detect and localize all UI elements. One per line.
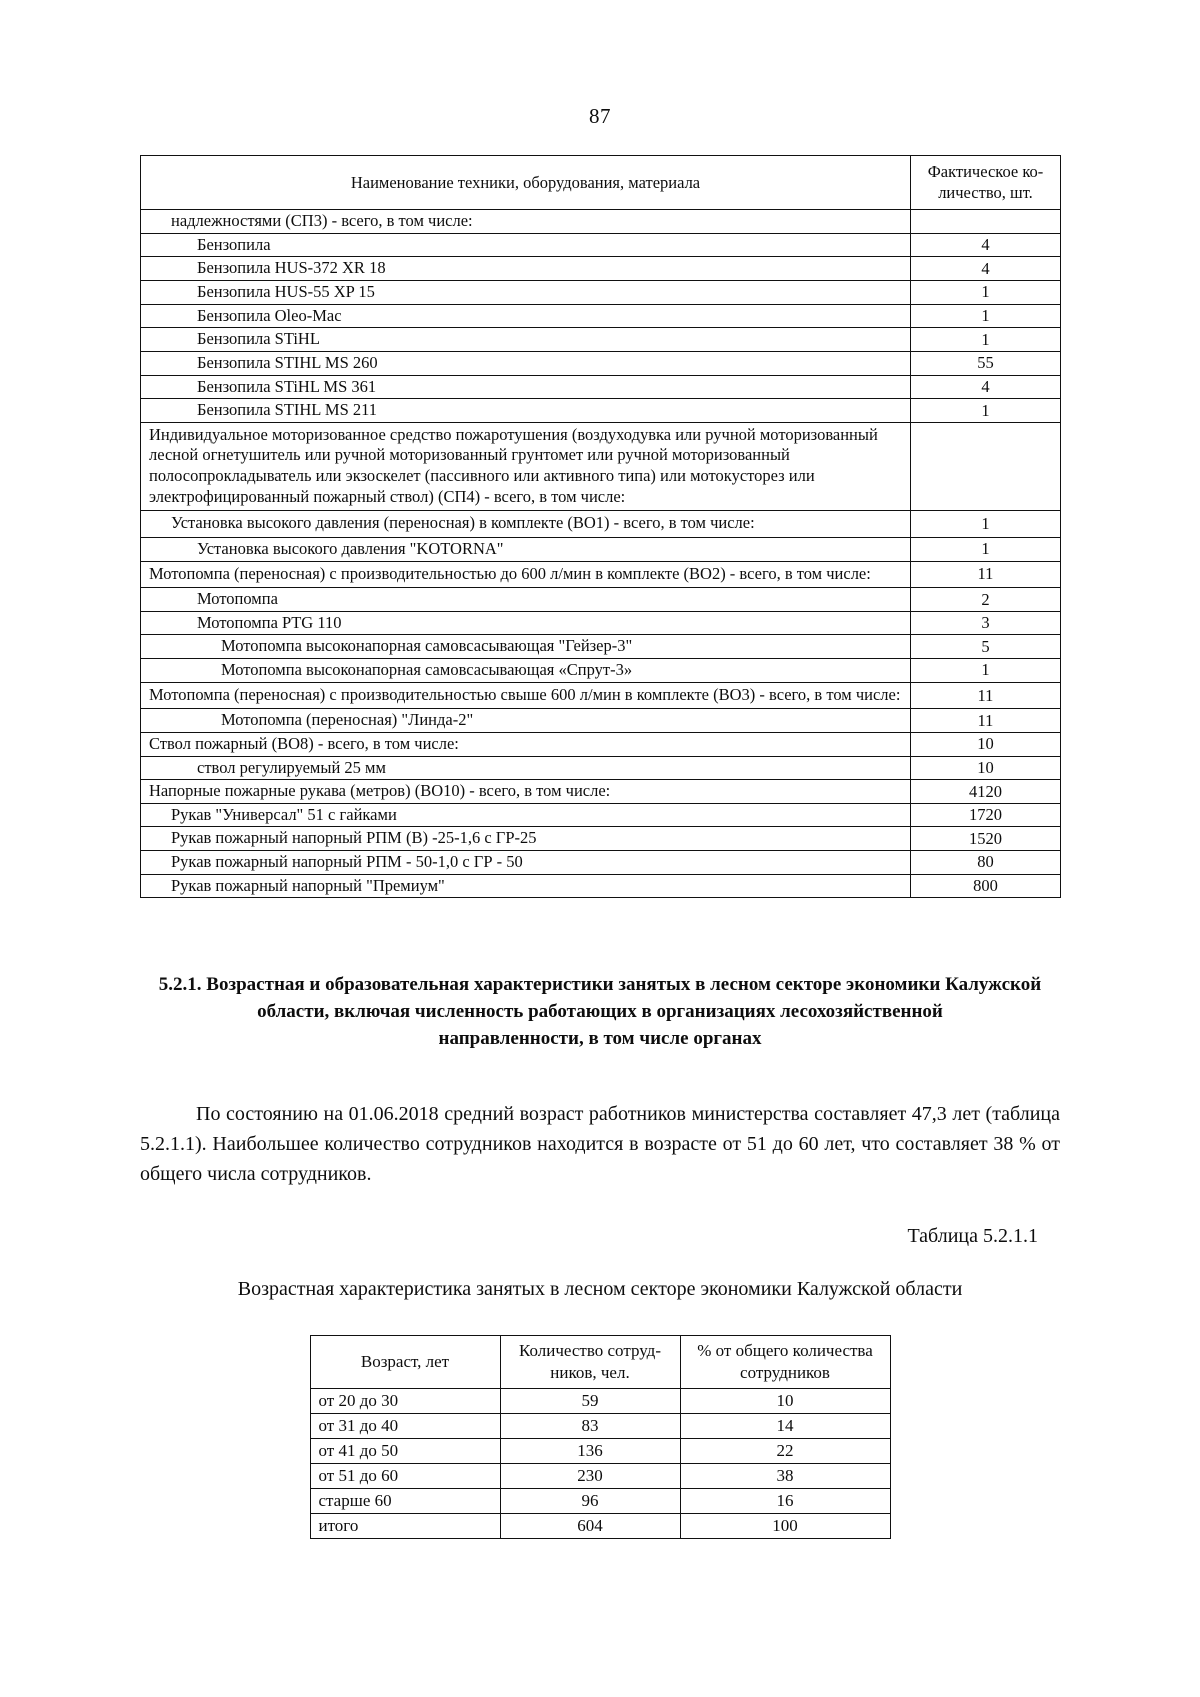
table-row [141, 422, 1061, 511]
age-table-wrapper [140, 1335, 1060, 1539]
table-caption: Возрастная характеристика занятых в лесном секторе экономики Калужской области [237, 1278, 963, 1301]
age-cell: от 20 до 30 [310, 1388, 500, 1413]
equipment-name-cell: Рукав "Универсал" 51 с гайками [141, 803, 911, 827]
equipment-quantity-cell: 4 [911, 233, 1061, 257]
count-cell: 136 [500, 1438, 680, 1463]
equipment-quantity-cell: 1 [911, 281, 1061, 305]
equipment-quantity-cell [911, 210, 1061, 234]
percent-cell: 22 [680, 1438, 890, 1463]
age-column-header-count: Количество сотруд-ников, чел. [500, 1336, 680, 1389]
count-cell: 230 [500, 1463, 680, 1488]
age-cell: от 31 до 40 [310, 1413, 500, 1438]
equipment-name-cell: Напорные пожарные рукава (метров) (ВО10) - всего, в том числе: [141, 780, 911, 804]
equipment-quantity-cell: 10 [911, 732, 1061, 756]
table-row [141, 588, 1061, 612]
equipment-name-cell: Бензопила HUS-372 XR 18 [141, 257, 911, 281]
table-row [141, 780, 1061, 804]
equipment-name-cell: Мотопомпа (переносная) "Линда-2" [141, 709, 911, 733]
count-cell: 83 [500, 1413, 680, 1438]
equipment-name-cell: Индивидуальное моторизованное средство пожаротушения (воздуходувка или ручной моторизованный лесной огнетушитель или ручной моторизованный грунтомет или ручной моторизованный полосопрокладыватель или экзоскелет (пассивного или активного типа) или мотокусторез или электрофицированный пожарный ствол) (СП4) - всего, в том числе: [141, 422, 911, 511]
table-row [141, 827, 1061, 851]
age-table-body [310, 1388, 890, 1538]
table-row [141, 561, 1061, 588]
equipment-name-cell: Мотопомпа PTG 110 [141, 611, 911, 635]
equipment-quantity-cell: 1 [911, 511, 1061, 538]
equipment-name-cell: Бензопила HUS-55 XP 15 [141, 281, 911, 305]
section-heading [140, 972, 1060, 1053]
age-column-header-percent: % от общего количества сотрудников [680, 1336, 890, 1389]
age-column-header-age: Возраст, лет [310, 1336, 500, 1389]
table-row [141, 281, 1061, 305]
equipment-quantity-cell: 4 [911, 257, 1061, 281]
percent-cell: 100 [680, 1513, 890, 1538]
equipment-name-cell: Бензопила STIHL MS 211 [141, 399, 911, 423]
age-table-row [310, 1388, 890, 1413]
equipment-name-cell: Рукав пожарный напорный РПМ (В) -25-1,6 с ГР-25 [141, 827, 911, 851]
equipment-name-cell: Ствол пожарный (ВО8) - всего, в том числе: [141, 732, 911, 756]
equipment-quantity-cell: 1 [911, 304, 1061, 328]
section-heading-line3: направленности, в том числе органах [438, 1028, 762, 1050]
table-row [141, 375, 1061, 399]
equipment-name-cell: Бензопила [141, 233, 911, 257]
table-row [141, 732, 1061, 756]
age-table-row [310, 1463, 890, 1488]
table-row [141, 233, 1061, 257]
equipment-quantity-cell: 800 [911, 874, 1061, 898]
age-table-row [310, 1513, 890, 1538]
section-heading-line2: области, включая численность работающих в организациях лесохозяйственной [257, 1001, 943, 1023]
count-cell: 96 [500, 1488, 680, 1513]
equipment-quantity-cell: 3 [911, 611, 1061, 635]
age-cell: старше 60 [310, 1488, 500, 1513]
equipment-name-cell: Мотопомпа (переносная) с производительностью до 600 л/мин в комплекте (ВО2) - всего, в том числе: [141, 561, 911, 588]
percent-cell: 14 [680, 1413, 890, 1438]
age-cell: от 41 до 50 [310, 1438, 500, 1463]
section-heading-line1: 5.2.1. Возрастная и образовательная характеристики занятых в лесном секторе экономики Калужской [158, 974, 1042, 996]
count-cell: 59 [500, 1388, 680, 1413]
table-row [141, 304, 1061, 328]
equipment-name-cell: Бензопила STiHL [141, 328, 911, 352]
equipment-quantity-cell: 1 [911, 537, 1061, 561]
table-row [141, 537, 1061, 561]
percent-cell: 38 [680, 1463, 890, 1488]
table-row [141, 635, 1061, 659]
percent-cell: 16 [680, 1488, 890, 1513]
age-table-row [310, 1413, 890, 1438]
column-header-quantity: Фактическое ко-личество, шт. [911, 156, 1061, 210]
equipment-name-cell: Бензопила STiHL MS 361 [141, 375, 911, 399]
table-row [141, 257, 1061, 281]
table-header-row [141, 156, 1061, 210]
table-row [141, 851, 1061, 875]
table-row [141, 682, 1061, 709]
equipment-name-cell: Мотопомпа высоконапорная самовсасывающая "Гейзер-3" [141, 635, 911, 659]
age-table-row [310, 1438, 890, 1463]
table-row [141, 511, 1061, 538]
count-cell: 604 [500, 1513, 680, 1538]
equipment-quantity-cell: 1720 [911, 803, 1061, 827]
equipment-quantity-cell: 4120 [911, 780, 1061, 804]
table-row [141, 351, 1061, 375]
equipment-quantity-cell: 11 [911, 682, 1061, 709]
table-row [141, 709, 1061, 733]
equipment-name-cell: Мотопомпа (переносная) с производительностью свыше 600 л/мин в комплекте (ВО3) - всего, в том числе: [141, 682, 911, 709]
equipment-name-cell: Установка высокого давления (переносная) в комплекте (ВО1) - всего, в том числе: [141, 511, 911, 538]
body-paragraph: По состоянию на 01.06.2018 средний возраст работников министерства составляет 47,3 лет (таблица 5.2.1.1). Наибольшее количество сотрудников находится в возрасте от 51 до 60 лет, что составляет 38 % от общего числа сотрудников. [140, 1103, 1060, 1186]
equipment-name-cell: ствол регулируемый 25 мм [141, 756, 911, 780]
equipment-quantity-cell: 1 [911, 659, 1061, 683]
table-row [141, 328, 1061, 352]
table-row [141, 874, 1061, 898]
table-row [141, 756, 1061, 780]
equipment-quantity-cell: 1 [911, 328, 1061, 352]
table-row [141, 659, 1061, 683]
equipment-name-cell: Мотопомпа высоконапорная самовсасывающая «Спрут-3» [141, 659, 911, 683]
equipment-quantity-cell: 2 [911, 588, 1061, 612]
equipment-quantity-cell: 4 [911, 375, 1061, 399]
equipment-name-cell: Бензопила Oleo-Mac [141, 304, 911, 328]
equipment-quantity-cell [911, 422, 1061, 511]
equipment-name-cell: Бензопила STIHL MS 260 [141, 351, 911, 375]
table-row [141, 611, 1061, 635]
equipment-name-cell: Мотопомпа [141, 588, 911, 612]
equipment-name-cell: Рукав пожарный напорный "Премиум" [141, 874, 911, 898]
age-table [310, 1335, 891, 1539]
table-row [141, 210, 1061, 234]
equipment-quantity-cell: 1 [911, 399, 1061, 423]
page-number: 87 [589, 104, 611, 128]
column-header-name: Наименование техники, оборудования, материала [141, 156, 911, 210]
age-table-header-row [310, 1336, 890, 1389]
equipment-name-cell: Установка высокого давления "KOTORNA" [141, 537, 911, 561]
equipment-quantity-cell: 80 [911, 851, 1061, 875]
table-row [141, 399, 1061, 423]
equipment-name-cell: Рукав пожарный напорный РПМ - 50-1,0 с ГР - 50 [141, 851, 911, 875]
equipment-quantity-cell: 5 [911, 635, 1061, 659]
equipment-name-cell: надлежностями (СП3) - всего, в том числе: [141, 210, 911, 234]
percent-cell: 10 [680, 1388, 890, 1413]
table-row [141, 803, 1061, 827]
age-table-row [310, 1488, 890, 1513]
equipment-quantity-cell: 11 [911, 709, 1061, 733]
age-cell: от 51 до 60 [310, 1463, 500, 1488]
equipment-table-body [141, 210, 1061, 898]
equipment-quantity-cell: 1520 [911, 827, 1061, 851]
equipment-table [140, 155, 1061, 898]
equipment-quantity-cell: 10 [911, 756, 1061, 780]
equipment-quantity-cell: 11 [911, 561, 1061, 588]
table-label: Таблица 5.2.1.1 [907, 1225, 1038, 1248]
age-cell: итого [310, 1513, 500, 1538]
equipment-quantity-cell: 55 [911, 351, 1061, 375]
